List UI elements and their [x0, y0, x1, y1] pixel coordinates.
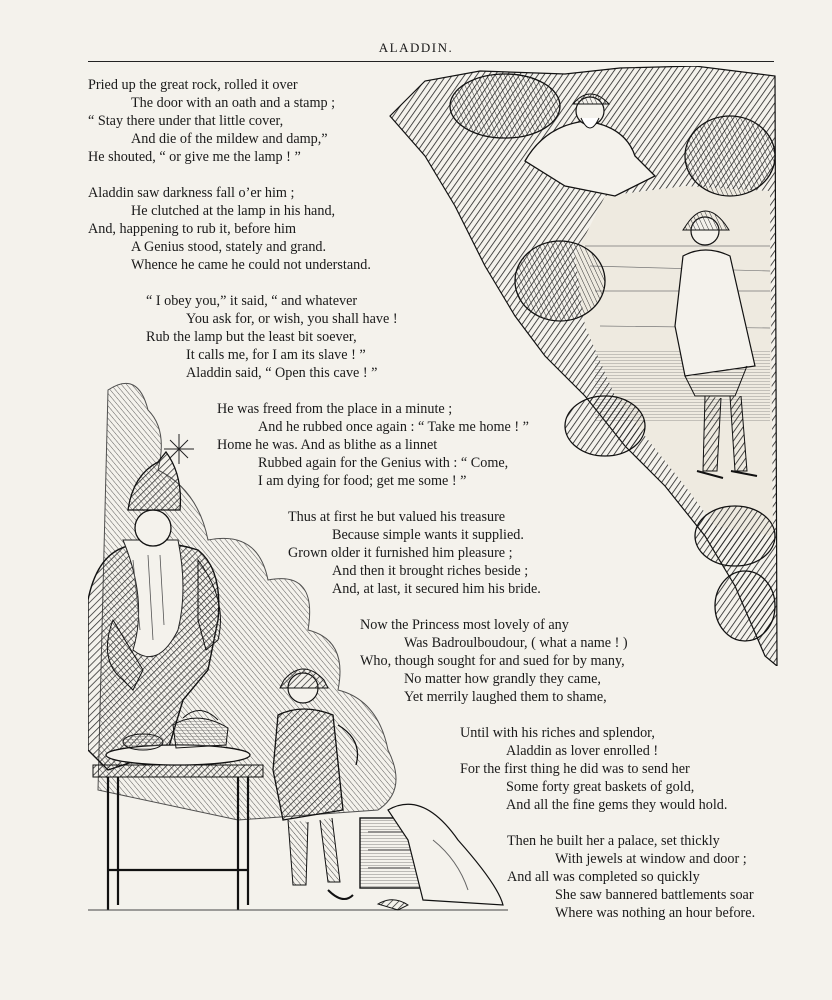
stanza-4-line-4: Rubbed again for the Genius with : “ Come,: [258, 455, 509, 471]
stanza-2-line-1: Aladdin saw darkness fall o’er him ;: [88, 185, 295, 201]
stanza-5-line-2: Because simple wants it supplied.: [332, 527, 524, 543]
stanza-8-line-3: And all was completed so quickly: [507, 869, 700, 885]
stanza-1-line-3: “ Stay there under that little cover,: [88, 113, 284, 129]
stanza-6-line-2: Was Badroulboudour, ( what a name ! ): [404, 635, 628, 651]
stanza-4-line-2: And he rubbed once again : “ Take me home ! ”: [258, 419, 529, 435]
stanza-5-line-1: Thus at first he but valued his treasure: [288, 509, 506, 525]
stanza-7-line-4: Some forty great baskets of gold,: [506, 779, 695, 795]
stanza-1-line-5: He shouted, “ or give me the lamp ! ”: [88, 149, 301, 165]
stanza-5-line-5: And, at last, it secured him his bride.: [332, 581, 541, 597]
stanza-4-line-5: I am dying for food; get me some ! ”: [258, 473, 467, 489]
stanza-2-line-3: And, happening to rub it, before him: [88, 221, 297, 237]
stanza-6-line-4: No matter how grandly they came,: [404, 671, 601, 687]
stanza-6-line-1: Now the Princess most lovely of any: [360, 617, 569, 633]
stanza-2-line-4: A Genius stood, stately and grand.: [131, 239, 327, 255]
stanza-1-line-1: Pried up the great rock, rolled it over: [88, 77, 298, 93]
stanza-2-line-2: He clutched at the lamp in his hand,: [131, 203, 336, 219]
stanza-2-line-5: Whence he came he could not understand.: [131, 257, 371, 273]
stanza-7-line-2: Aladdin as lover enrolled !: [506, 743, 659, 759]
running-head-title: ALADDIN.: [378, 40, 454, 55]
stanza-7-line-1: Until with his riches and splendor,: [460, 725, 655, 741]
stanza-3-line-5: Aladdin said, “ Open this cave ! ”: [186, 365, 378, 381]
stanza-6-line-3: Who, though sought for and sued for by many,: [360, 653, 625, 669]
stanza-3-line-1: “ I obey you,” it said, “ and whatever: [146, 293, 358, 309]
stanza-3-line-2: You ask for, or wish, you shall have !: [186, 311, 398, 327]
stanza-6-line-5: Yet merrily laughed them to shame,: [404, 689, 607, 705]
stanza-7-line-5: And all the fine gems they would hold.: [506, 797, 728, 813]
header-rule: [88, 61, 774, 62]
stanza-3-line-3: Rub the lamp but the least bit soever,: [146, 329, 357, 345]
stanza-4-line-1: He was freed from the place in a minute ;: [217, 401, 453, 417]
stanza-8-line-4: She saw bannered battlements soar: [555, 887, 754, 903]
stanza-1-line-2: The door with an oath and a stamp ;: [131, 95, 336, 111]
stanza-7-line-3: For the first thing he did was to send her: [460, 761, 690, 777]
stanza-3-line-4: It calls me, for I am its slave ! ”: [186, 347, 366, 363]
stanza-5-line-3: Grown older it furnished him pleasure ;: [288, 545, 513, 561]
stanza-4-line-3: Home he was. And as blithe as a linnet: [217, 437, 438, 453]
stanza-8-line-2: With jewels at window and door ;: [555, 851, 747, 867]
stanza-8-line-1: Then he built her a palace, set thickly: [507, 833, 720, 849]
stanza-8-line-5: Where was nothing an hour before.: [555, 905, 756, 921]
stanza-1-line-4: And die of the mildew and damp,”: [131, 131, 328, 147]
stanza-5-line-4: And then it brought riches beside ;: [332, 563, 529, 579]
